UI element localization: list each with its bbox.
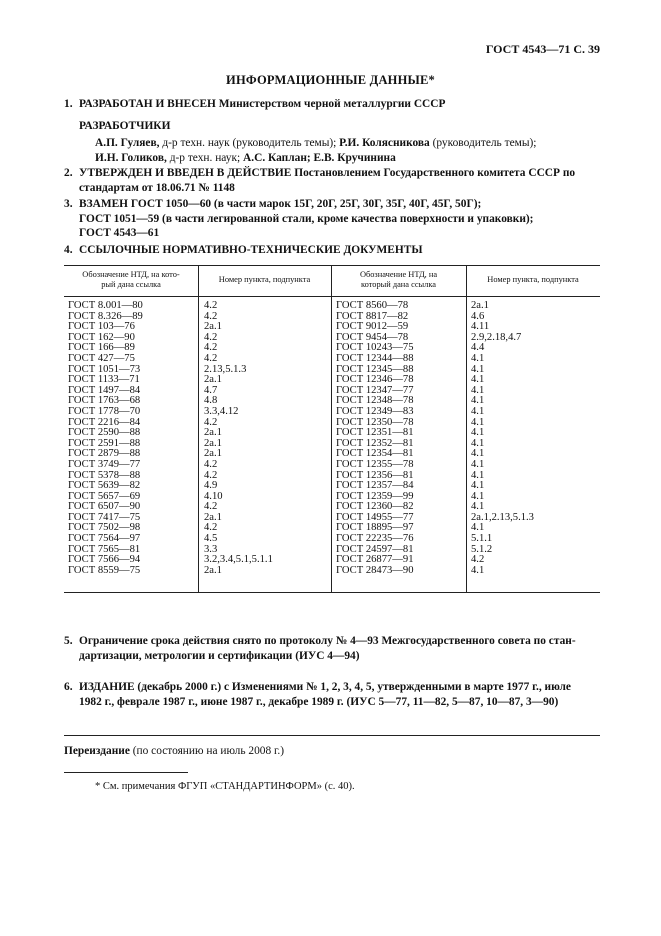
table-cell-doc: ГОСТ 162—90	[68, 331, 135, 343]
table-cell-doc: ГОСТ 103—76	[68, 321, 135, 333]
section-1-number: 1.	[64, 98, 73, 110]
table-cell-item: 4.2	[204, 310, 218, 322]
table-cell-item: 4.2	[204, 331, 218, 343]
table-cell-doc: ГОСТ 12350—78	[336, 416, 414, 428]
table-cell-item: 4.1	[471, 448, 485, 460]
header-text: который дана ссылка	[360, 280, 437, 289]
table-cell-item: 2а.1	[204, 374, 222, 386]
footnote-separator	[64, 772, 188, 773]
table-cell-item: 5.1.2	[471, 543, 493, 555]
table-cell-doc: ГОСТ 7417—75	[68, 511, 141, 523]
reissue-note	[64, 745, 284, 757]
left-doc-column	[68, 301, 143, 576]
table-cell-doc: ГОСТ 12359—99	[336, 490, 414, 502]
table-cell-doc: ГОСТ 8.001—80	[68, 300, 143, 311]
table-cell-item: 2а.1,2.13,5.1.3	[471, 511, 534, 523]
section-3	[64, 197, 609, 241]
developer-name: А.С. Каплан; Е.В. Кручинина	[243, 151, 396, 164]
page-title: ИНФОРМАЦИОННЫЕ ДАННЫЕ*	[226, 73, 435, 87]
table-cell-doc: ГОСТ 12348—78	[336, 395, 414, 407]
table-cell-doc: ГОСТ 1497—84	[68, 384, 141, 396]
table-cell-doc: ГОСТ 166—89	[68, 342, 135, 354]
developer-role: д-р техн. наук;	[166, 151, 244, 164]
table-cell-item: 4.9	[204, 480, 218, 492]
developers-heading: РАЗРАБОТЧИКИ	[79, 120, 171, 132]
table-cell-doc: ГОСТ 3749—77	[68, 458, 141, 470]
section-3-line: ВЗАМЕН ГОСТ 1050—60 (в части марок 15Г, 20Г, 25Г, 30Г, 35Г, 40Г, 45Г, 50Г);	[79, 198, 482, 210]
table-cell-item: 4.2	[204, 501, 218, 513]
table-cell-doc: ГОСТ 12344—88	[336, 352, 414, 364]
developer-name: И.Н. Голиков,	[95, 151, 167, 164]
section-2-number: 2.	[64, 167, 73, 179]
developer-name: А.П. Гуляев,	[95, 137, 160, 149]
table-cell-item: 5.1.1	[471, 533, 493, 545]
reissue-text: (по состоянию на июль 2008 г.)	[129, 745, 285, 757]
table-cell-item: 4.8	[204, 395, 218, 407]
table-cell-item: 2а.1	[204, 427, 222, 439]
table-cell-item: 2а.1	[204, 437, 222, 449]
section-1-heading: РАЗРАБОТАН И ВНЕСЕН Министерством черной металлургии СССР	[79, 98, 446, 110]
table-cell-doc: ГОСТ 8560—78	[336, 300, 409, 311]
table-cell-item: 3.3,4.12	[204, 405, 239, 417]
table-cell-doc: ГОСТ 12347—77	[336, 384, 414, 396]
table-cell-doc: ГОСТ 9454—78	[336, 331, 409, 343]
table-cell-item: 2.9,2.18,4.7	[471, 331, 522, 343]
header-text: Обозначение НТД, на кото-	[82, 270, 180, 279]
table-cell-item: 4.1	[471, 501, 485, 513]
table-cell-item: 4.2	[204, 458, 218, 470]
table-cell-item: 4.1	[471, 374, 485, 386]
table-cell-item: 3.2,3.4,5.1,5.1.1	[204, 554, 273, 566]
table-cell-doc: ГОСТ 5378—88	[68, 469, 141, 481]
table-cell-doc: ГОСТ 22235—76	[336, 533, 414, 545]
developer-role: д-р техн. наук (руководитель темы);	[159, 137, 340, 149]
table-cell-item: 4.2	[204, 300, 218, 311]
section-2-line: УТВЕРЖДЕН И ВВЕДЕН В ДЕЙСТВИЕ Постановлением Государственного комитета СССР по	[79, 167, 576, 179]
table-cell-doc: ГОСТ 12346—78	[336, 374, 414, 386]
table-cell-item: 4.1	[471, 427, 485, 439]
table-cell-doc: ГОСТ 6507—90	[68, 501, 141, 513]
table-cell-doc: ГОСТ 12355—78	[336, 458, 414, 470]
table-cell-item: 4.1	[471, 564, 485, 576]
table-cell-doc: ГОСТ 1778—70	[68, 405, 141, 417]
table-cell-doc: ГОСТ 12354—81	[336, 448, 414, 460]
section-6-line: ИЗДАНИЕ (декабрь 2000 г.) с Изменениями № 1, 2, 3, 4, 5, утвержденными в марте 1977 г., июле	[79, 681, 571, 693]
table-cell-item: 4.1	[471, 384, 485, 396]
section-5-line: Ограничение срока действия снято по протоколу № 4—93 Межгосударственного совета по стан-	[79, 635, 576, 647]
table-cell-item: 4.1	[471, 395, 485, 407]
table-border-bottom	[64, 592, 600, 593]
table-cell-doc: ГОСТ 8559—75	[68, 564, 141, 576]
table-cell-item: 4.1	[471, 522, 485, 534]
table-cell-doc: ГОСТ 5657—69	[68, 490, 141, 502]
section-2-line: стандартам от 18.06.71 № 1148	[79, 181, 235, 194]
table-cell-item: 4.1	[471, 458, 485, 470]
section-4-heading: ССЫЛОЧНЫЕ НОРМАТИВНО-ТЕХНИЧЕСКИЕ ДОКУМЕНТЫ	[79, 244, 423, 256]
table-cell-item: 2а.1	[471, 300, 489, 311]
table-cell-item: 4.1	[471, 416, 485, 428]
table-cell-doc: ГОСТ 24597—81	[336, 543, 414, 555]
table-cell-doc: ГОСТ 1133—71	[68, 374, 140, 386]
section-4	[64, 243, 609, 258]
header-text: Обозначение НТД, на	[359, 270, 438, 279]
table-cell-doc: ГОСТ 7564—97	[68, 533, 141, 545]
table-cell-doc: ГОСТ 12345—88	[336, 363, 414, 375]
right-doc-column	[336, 301, 414, 576]
section-2	[64, 166, 609, 195]
table-cell-doc: ГОСТ 10243—75	[336, 342, 414, 354]
table-cell-item: 3.3	[204, 543, 218, 555]
table-cell-item: 4.2	[471, 554, 485, 566]
table-cell-doc: ГОСТ 12349—83	[336, 405, 414, 417]
section-6-number: 6.	[64, 681, 73, 693]
table-cell-doc: ГОСТ 12356—81	[336, 469, 414, 481]
table-cell-item: 4.4	[471, 342, 485, 354]
reissue-label: Переиздание	[64, 745, 130, 757]
table-cell-item: 4.2	[204, 342, 218, 354]
header-left-item: Номер пункта, подпункта	[218, 275, 311, 284]
section-6	[64, 680, 609, 709]
page-header: ГОСТ 4543—71 С. 39	[485, 42, 600, 56]
developer-name: Р.И. Колясникова	[339, 137, 430, 149]
table-cell-item: 4.1	[471, 480, 485, 492]
table-column-divider	[331, 265, 332, 593]
table-column-divider	[466, 265, 467, 593]
separator-line	[64, 735, 600, 736]
table-cell-item: 4.11	[471, 321, 490, 333]
header-right-item: Номер пункта, подпункта	[487, 275, 579, 284]
left-item-column	[204, 301, 273, 576]
table-cell-doc: ГОСТ 18895—97	[336, 522, 414, 534]
section-6-line: 1982 г., феврале 1987 г., июне 1987 г., декабре 1989 г. (ИУС 5—77, 11—82, 5—87, 10—87, 3—90)	[79, 695, 559, 708]
section-4-number: 4.	[64, 244, 73, 256]
table-cell-doc: ГОСТ 2591—88	[68, 437, 141, 449]
section-5	[64, 634, 609, 663]
developers-list	[95, 136, 605, 165]
right-item-column	[471, 301, 534, 576]
table-cell-item: 4.2	[204, 352, 218, 364]
table-cell-doc: ГОСТ 8.326—89	[68, 310, 143, 322]
section-3-line: ГОСТ 4543—61	[79, 227, 160, 240]
table-cell-item: 4.1	[471, 405, 485, 417]
table-cell-doc: ГОСТ 12352—81	[336, 437, 414, 449]
table-cell-item: 2а.1	[204, 564, 222, 576]
table-border-top	[64, 265, 600, 266]
table-cell-item: 4.2	[204, 522, 218, 534]
footnote: * См. примечания ФГУП «СТАНДАРТИНФОРМ» (с. 40).	[95, 781, 355, 792]
table-cell-item: 4.1	[471, 352, 485, 364]
table-cell-item: 4.10	[204, 490, 223, 502]
table-cell-item: 4.2	[204, 416, 218, 428]
header-left-doc	[64, 270, 198, 290]
table-cell-doc: ГОСТ 2590—88	[68, 427, 141, 439]
table-cell-doc: ГОСТ 28473—90	[336, 564, 414, 576]
section-3-line: ГОСТ 1051—59 (в части легированной стали, кроме качества поверхности и упаковки);	[79, 212, 534, 225]
header-text: рый дана ссылка	[101, 280, 161, 289]
table-cell-item: 4.1	[471, 490, 485, 502]
table-cell-item: 4.7	[204, 384, 218, 396]
section-1	[64, 97, 604, 112]
table-cell-doc: ГОСТ 12357—84	[336, 480, 414, 492]
header-right-doc	[331, 270, 466, 290]
table-cell-doc: ГОСТ 7502—98	[68, 522, 141, 534]
section-5-number: 5.	[64, 635, 73, 647]
table-cell-doc: ГОСТ 9012—59	[336, 321, 409, 333]
developer-role: (руководитель темы);	[429, 137, 537, 149]
table-cell-doc: ГОСТ 427—75	[68, 352, 135, 364]
table-header-divider	[64, 296, 600, 297]
table-cell-doc: ГОСТ 1763—68	[68, 395, 141, 407]
table-cell-item: 4.1	[471, 437, 485, 449]
table-cell-doc: ГОСТ 12360—82	[336, 501, 414, 513]
section-3-number: 3.	[64, 198, 73, 210]
table-column-divider	[198, 265, 199, 593]
table-cell-doc: ГОСТ 1051—73	[68, 363, 141, 375]
table-cell-item: 4.5	[204, 533, 218, 545]
table-cell-item: 4.2	[204, 469, 218, 481]
reference-table	[64, 265, 600, 593]
section-5-line: дартизации, метрологии и сертификации (ИУС 4—94)	[79, 649, 360, 662]
table-cell-item: 2а.1	[204, 321, 222, 333]
table-cell-doc: ГОСТ 2879—88	[68, 448, 141, 460]
table-cell-doc: ГОСТ 14955—77	[336, 511, 414, 523]
table-cell-item: 2а.1	[204, 511, 222, 523]
table-cell-doc: ГОСТ 7566—94	[68, 554, 141, 566]
table-cell-doc: ГОСТ 8817—82	[336, 310, 409, 322]
table-cell-item: 4.1	[471, 469, 485, 481]
table-cell-item: 2а.1	[204, 448, 222, 460]
table-cell-doc: ГОСТ 12351—81	[336, 427, 414, 439]
table-cell-doc: ГОСТ 5639—82	[68, 480, 141, 492]
table-cell-doc: ГОСТ 26877—91	[336, 554, 414, 566]
table-cell-item: 4.1	[471, 363, 485, 375]
table-cell-item: 2.13,5.1.3	[204, 363, 247, 375]
table-cell-item: 4.6	[471, 310, 485, 322]
table-cell-doc: ГОСТ 7565—81	[68, 543, 141, 555]
table-cell-doc: ГОСТ 2216—84	[68, 416, 141, 428]
